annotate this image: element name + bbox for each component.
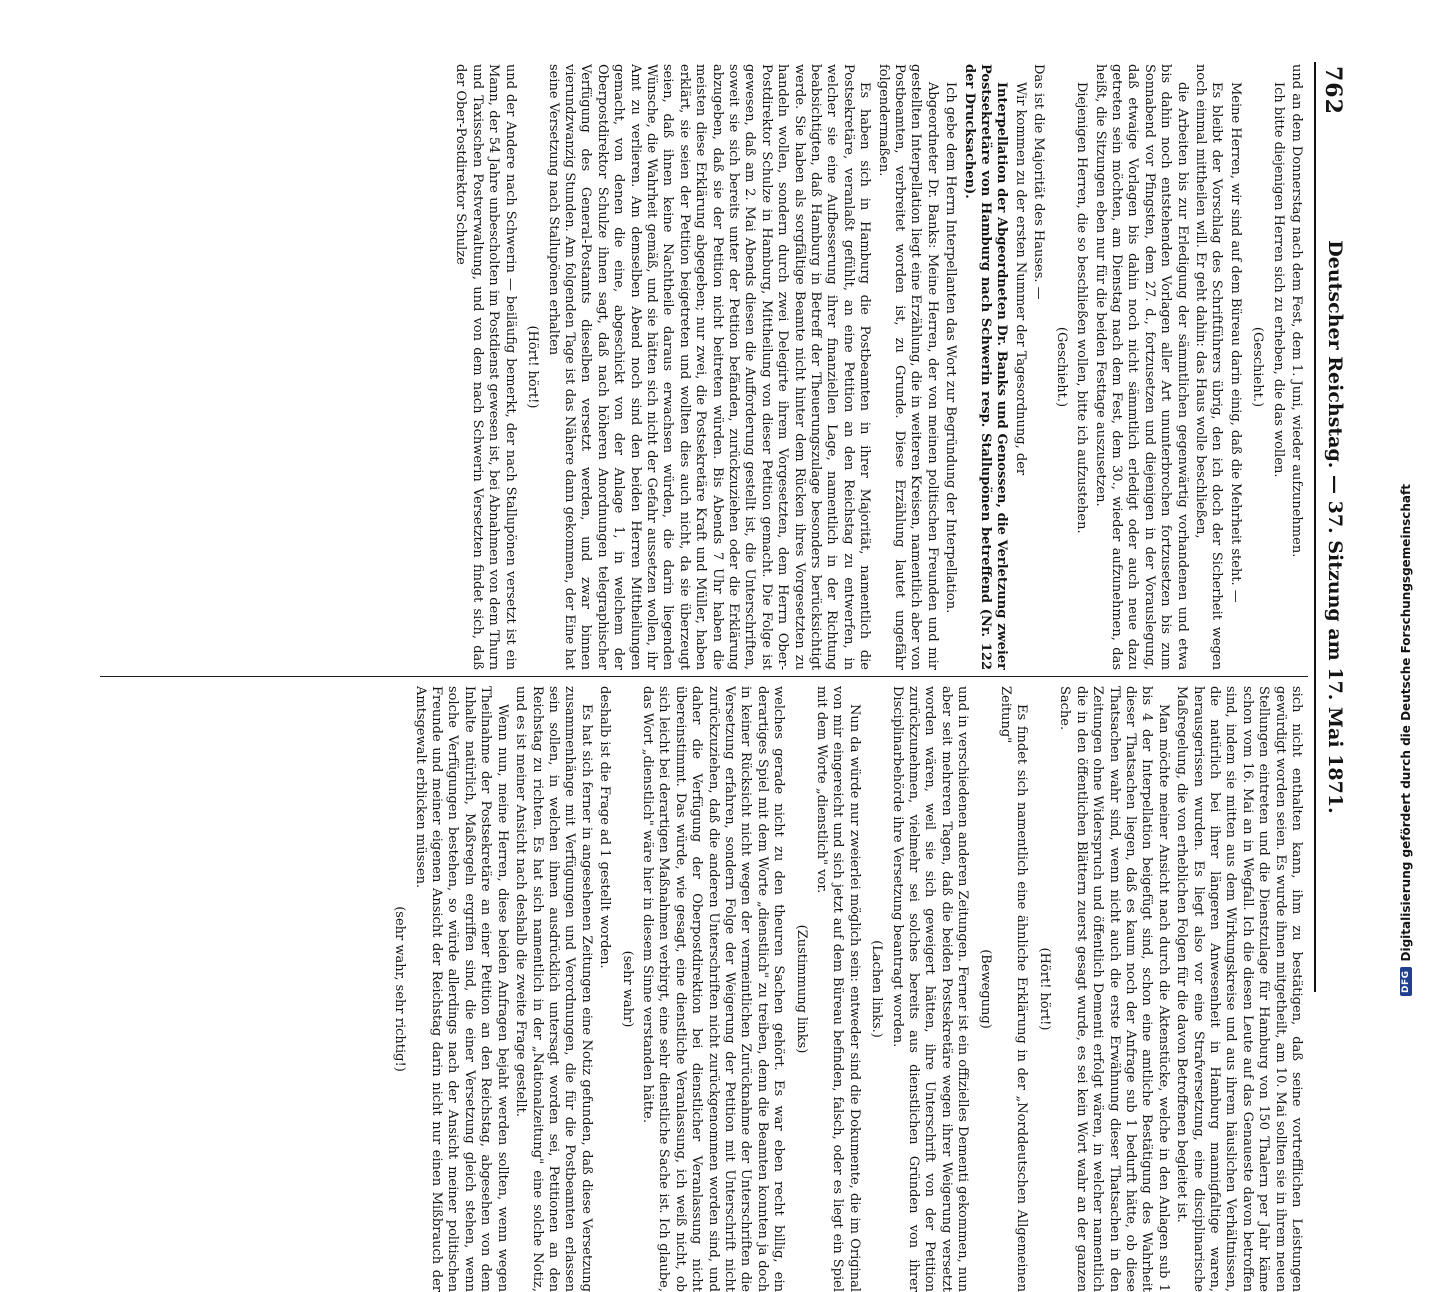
- stage-direction: (sehr wahr): [619, 950, 635, 1028]
- left-column: [70, 64, 1304, 670]
- paragraph: Das ist die Majorität des Hauses. —: [1031, 64, 1047, 300]
- right-column: [70, 686, 1304, 1292]
- credit-text: Digitalisierung gefördert durch die Deutsche Forschungsgemeinschaft: [1399, 484, 1413, 962]
- paragraph: Wenn nun, meine Herren, diese beiden Anfragen bejaht werden sollten, wenn wegen Theilnahme der Postsekretäre an einer Petition an den Reichstag, abgesehen von dem Inhalte natürlich, Maßregeln ergriffen sind, die einer Versetzung gleich stehen, wenn solche Verfügungen bestehen, so würde allerdings nach der Ansicht meiner politischen Freunde und meiner eigenen Ansicht der Reichstag darin nicht nur einen Mißbrauch der Amtsgewalt erblicken müssen.: [412, 686, 510, 1292]
- paragraph: Meine Herren, wir sind auf dem Büreau darin einig, daß die Mehrheit steht. —: [1227, 82, 1243, 603]
- paragraph: welches gerade nicht zu den theuren Sachen gehört. Es war eben recht billig, ein derartiges Spiel mit dem Worte „dienstlich" zu treiben, denn die Beamten konnten ja doch in keiner Rücksicht nicht wegen der vermeintlichen Zurücknahme der Unterschriften die Versetzung erfahren, sondern Folge der Weigerung der Petition mit Unterschrift nicht zurückzuziehen, daß die anderen Unterschriften nicht zurückgenommen worden sind, und daher die Verfügung der Oberpostdirektion bei dienstlicher Veranlassung nicht übereinstimmt. Das würde, wie gesagt, eine dienstliche Veranlassung, ich weiß nicht, ob sich leicht bei derartigen Maßnahmen verbirgt, eine sehr dienstliche Sache ist. Ich glaube, das Wort „dienstlich" wäre hier in diesem Sinne verstanden hätte.: [639, 686, 787, 1292]
- paragraph: Wir kommen zu der ersten Nummer der Tagesordnung, der: [1012, 82, 1028, 476]
- paragraph: und an dem Donnerstag nach dem Fest, dem 1. Juni, wieder aufzunehmen.: [1289, 64, 1304, 558]
- paragraph: Es bleibt der Vorschlag des Schriftführers übrig, den ich doch der Sicherheit wegen noch einmal mittheilen will. Er geht dahin: das Haus wolle beschließen,: [1192, 64, 1225, 670]
- paragraph: Interpellation der Abgeordneten Dr. Banks und Genossen, die Verletzung zweier Postsekretäre von Hamburg nach Schwerin resp. Stallupönen betreffend (Nr. 122 der Drucksachen).: [961, 64, 1010, 670]
- stage-direction: (Lachen links.): [869, 940, 885, 1038]
- header-rule: [1314, 62, 1316, 992]
- paragraph: Es findet sich namentlich eine ähnliche Erklärung in der „Norddeutschen Allgemeinen Zeitung": [998, 686, 1030, 1292]
- document-page: [60, 62, 1350, 1292]
- paragraph: Es hat sich ferner in angesehenen Zeitungen eine Notiz gefunden, daß diese Versetzung zusammenhänge mit Verfügungen und Verordnungen, die für die Postbeamten erlassen sein sollen, in welchen ihnen ausdrücklich untersagt worden sei, Petitionen an den Reichstag zu richten. Es hat sich namentlich in der „Nationalzeitung" eine solche Notiz, und es ist meiner Ansicht nach deshalb die zweite Frage gestellt.: [513, 686, 594, 1292]
- paragraph: deshalb ist die Frage ad 1 gestellt worden.: [597, 686, 613, 969]
- dfg-logo: DFG: [1400, 967, 1412, 996]
- stage-direction: (sehr wahr, sehr richtig!): [392, 906, 408, 1072]
- stage-direction: (Hört! hört!): [525, 325, 541, 409]
- paragraph: und der Andere nach Schwerin — beiläufig bemerkt, der nach Stallupönen versetzt ist ein Mann, der 54 Jahre unbescholten im Postdienst gewesen ist, bei Abnahmen von dem Thurn und Taxisschen Postverwaltung, und von dem nach Schwerin Versetzten findet sich, daß der Ober-Postdirektor Schulze: [453, 64, 518, 670]
- paragraph: Nun da würde nur zweierlei möglich sein: entweder sind die Dokumente, die im Original von mir eingereicht und sich jetzt auf dem Büreau befinden, falsch, oder es liegt ein Spiel mit dem Worte „dienstlich" vor.: [814, 686, 862, 1292]
- paragraph: die Arbeiten bis zur Erledigung der sämmtlichen gegenwärtig vorhandenen und etwa bis dahin noch entstehenden Vorlagen aller Art ununterbrochen fortzusetzen bis zum Sonnabend vor Pfingsten, dem 27. d., fortzusetzen und diejenigen in der Vorauslegung, daß etwaige Vorlagen bis dahin noch nicht sämmtlich erledigt oder auch neue dazu getreten sein möchten, am Dienstag nach dem Fest, dem 30., wieder aufzunehmen, das heißt, die Sitzungen eben nur für die beiden Festtage auszusetzen.: [1092, 64, 1190, 670]
- paragraph: Man möchte meiner Ansicht nach durch die Aktenstücke, welche in den Anlagen sub 1 bis 4 der Interpellation beigefügt sind, schon eine amtliche Bestätigung des Wahrheit dieser Thatsachen liegen, daß es kaum noch der Anfrage sub 1 bedurft hätte, ob diese Thatsachen wahr sind, wenn nicht auch die erste Erwähnung dieser Thatsachen in den Zeitungen ohne Widerspruch und öffentlich Dementi erfolgt wären, in welcher namentlich die in den öffentlichen Blättern zuerst gesagt wurde, es sei kein Wort wahr an der ganzen Sache.: [1057, 686, 1171, 1292]
- paragraph: Es haben sich in Hamburg die Postbeamten in ihrer Majorität, namentlich die Postsekretäre, veranlaßt gefühlt, an eine Petition an den Reichstag zu entwerfen, in welcher sie eine Aufbesserung ihrer finanziellen Lage, namentlich in der Richtung beabsichtigten, daß Hamburg in Betreff der Theuerungszulage besonders berücksichtigt werde. Sie haben als sorgfältige Beamte nicht hinter dem Rücken ihres Vorgesetzten zu handeln wollen, sondern durch zwei Delegirte ihrem Vorgesetzten, dem Herrn Ober-Postdirektor Schulze in Hamburg, Mittheilung von dieser Petition gemacht. Die Folge ist gewesen, daß am 2. Mai Abends diesen die Aufforderung gestellt ist, die Unterschriften, soweit sie sich bereits unter der Petition befänden, zurückzuziehen oder die Erklärung abzugeben, daß sie der Petition nicht beitreten würden. Bis Abends 7 Uhr haben die meisten diese Erklärung abgegeben; nur zwei, die Postsekretäre Kraft und Müller, haben erklärt, sie seien der Petition beigetreten und wollten dies auch nicht, da sie überzeugt seien, daß ihnen keine Nachtheile daraus erwachsen würden, die darin liegenden Wünsche, die Wahrheit gemäß, und sie hätten sich nicht der Gefahr aussetzen wollen, ihr Amt zu verlieren. Am demselben Abend noch sind den beiden Herren Mittheilungen gemacht, von denen die eine, abgeschickt von der Anlage 1, in welchem der Oberpostdirektor Schulze ihnen sagt, daß nach höheren Anordnungen telegraphischer Verfügung des General-Postamts dieselben versetzt werden, und zwar binnen vierundzwanzig Stunden. Am folgenden Tage ist das Nähere dann gekommen, der Eine hat seine Versetzung nach Stallupönen erhalten: [545, 64, 873, 670]
- page-title: Deutscher Reichstag. — 37. Sitzung am 17. Mai 1871.: [1324, 240, 1346, 814]
- digitization-credit: [1396, 484, 1416, 996]
- stage-direction: (Hört! hört!): [1036, 947, 1052, 1031]
- paragraph: Abgeordneter Dr. Banks: Meine Herren, der von meinen politischen Freunden und mir gestellten Interpellation liegt eine Erzählung, die in weiteren Kreisen, namentlich aber von Postbeamten, verbreitet worden ist, zu Grunde. Diese Erzählung lautet ungefähr folgendermaßen.: [875, 64, 940, 670]
- page-header: [1318, 62, 1350, 992]
- paragraph: sich nicht enthalten kann, ihm zu bestätigen, daß seine vortrefflichen Leistungen gewürdigt worden seien. Es wurde ihnen mitgetheilt, am 10. Mai sollten sie in ihrem neuen Stellungen eintreten und die Dienstzulage für Hamburg von 150 Thalern per Jahr käme schon vom 16. Mai an in Wegfall. Ich die diesen Leute auf das Genaueste davon betroffen sind, indem sie mitten aus dem Wirkungskreise und aus ihrem häuslichen Verhältnissen, die natürlich bei ihrer längeren Anwesenheit in Hamburg mannigfaltige waren, herausgerissen wurden. Es liegt also vor eine Strafversetzung, eine disciplinarische Maßregelung, die von erheblichen Folgen für die davon Betroffenen begleitet ist.: [1174, 686, 1304, 1292]
- stage-direction: (Bewegung): [977, 949, 993, 1029]
- paragraph: Ich gebe dem Herrn Interpellanten das Wort zur Begründung der Interpellation.: [943, 82, 959, 614]
- paragraph: und in verschiedenen anderen Zeitungen. Ferner ist ein offizielles Dementi gekommen, nun aber seit mehreren Tagen, daß die beiden Postsekretäre wegen ihrer Weigerung versetzt worden wären, weil sie sich geweigert hätten, ihre Unterschrift von der Petition zurückzunehmen, vielmehr sei solches bereits aus dienstlichen Gründen von ihrer Disciplinarbehörde ihre Versetzung beantragt worden.: [889, 686, 971, 1292]
- page-number: 762: [1320, 66, 1346, 115]
- column-divider: [100, 676, 1308, 677]
- paragraph: Diejenigen Herren, die so beschließen wollen, bitte ich aufzustehen.: [1074, 82, 1090, 534]
- stage-direction: (Geschieht.): [1053, 326, 1069, 408]
- paragraph: Ich bitte diejenigen Herren sich zu erheben, die das wollen.: [1270, 82, 1286, 478]
- stage-direction: (Zustimmung links): [793, 924, 809, 1054]
- stage-direction: (Geschieht.): [1250, 326, 1266, 408]
